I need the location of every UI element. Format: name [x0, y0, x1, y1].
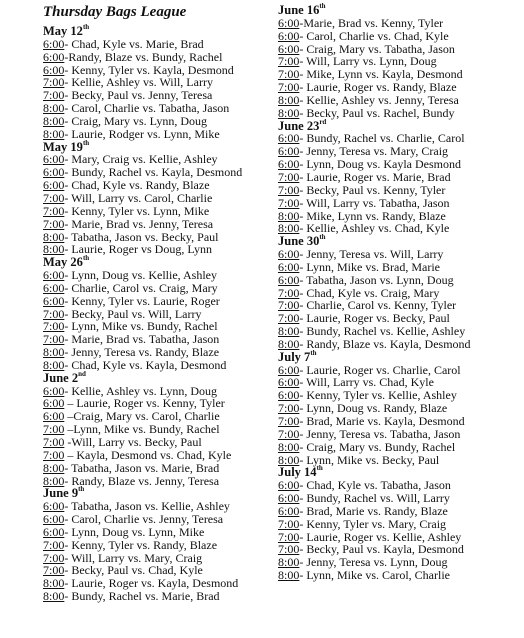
- game-separator: -: [299, 491, 307, 506]
- game-matchup: Mary, Craig vs. Kellie, Ashley: [71, 152, 218, 167]
- week-section: [43, 369, 273, 488]
- schedule-column-right: [278, 4, 518, 582]
- week-section: [278, 348, 518, 467]
- game-separator: –: [64, 396, 77, 411]
- game-matchup: Bundy, Rachel vs. Marie, Brad: [71, 589, 220, 604]
- game-time: 8:00: [43, 126, 65, 141]
- game-separator: -: [299, 324, 307, 339]
- game-separator: -: [299, 221, 307, 236]
- game-time: 6:00: [278, 272, 300, 287]
- game-time: 7:00: [43, 319, 65, 334]
- game-time: 7:00: [43, 203, 65, 218]
- game-separator: -: [299, 452, 307, 467]
- game-time: 7:00: [278, 401, 300, 416]
- schedule-column-left: [43, 4, 273, 603]
- week-date-ordinal-suffix: th: [82, 254, 90, 263]
- game-time: 7:00: [278, 182, 300, 197]
- game-time: 6:00: [43, 49, 65, 64]
- game-separator: -: [299, 285, 307, 300]
- week-section: [43, 487, 273, 603]
- game-matchup: Jenny, Teresa vs. Mary, Craig: [306, 144, 449, 159]
- game-matchup: Tabatha, Jason vs. Kellie, Ashley: [71, 499, 230, 514]
- game-time: 6:00: [278, 157, 300, 172]
- game-separator: -: [64, 589, 72, 604]
- game-separator: -: [64, 242, 72, 257]
- game-matchup: Tabatha, Jason vs. Marie, Brad: [71, 460, 220, 475]
- game-separator: -: [64, 203, 72, 218]
- game-matchup: Chad, Kyle vs. Tabatha, Jason: [306, 478, 451, 493]
- game-separator: -: [299, 80, 307, 95]
- game-time: 8:00: [43, 473, 65, 488]
- week-section: [43, 25, 273, 141]
- game-time: 7:00: [278, 529, 300, 544]
- game-time: 6:00: [278, 28, 300, 43]
- game-time: 6:00: [43, 293, 65, 308]
- game-matchup: Charlie, Carol vs. Craig, Mary: [71, 280, 218, 295]
- week-date-ordinal-suffix: th: [319, 233, 326, 242]
- game-matchup: Bundy, Rachel vs. Will, Larry: [306, 491, 450, 506]
- game-matchup: Lynn, Doug vs. Kellie, Ashley: [71, 268, 218, 283]
- game-separator: -: [64, 62, 72, 77]
- game-time: 8:00: [278, 221, 300, 236]
- game-matchup: Chad, Kyle vs. Marie, Brad: [71, 36, 204, 51]
- game-time: 8:00: [43, 242, 65, 257]
- week-date-ordinal-suffix: th: [82, 23, 90, 31]
- week-section: [278, 117, 518, 236]
- game-separator: -: [299, 92, 307, 107]
- game-matchup: Craig, Mary vs. Carol, Charlie: [73, 409, 220, 424]
- game-matchup: Randy, Blaze vs. Jenny, Teresa: [71, 473, 220, 488]
- game-time: 6:00: [278, 478, 300, 493]
- week-date-ordinal-suffix: th: [316, 464, 323, 473]
- game-matchup: Kenny, Tyler vs. Randy, Blaze: [71, 537, 218, 552]
- game-time: 6:00: [278, 491, 300, 506]
- game-time: 8:00: [278, 208, 300, 223]
- game-separator: -: [64, 293, 72, 308]
- game-separator: -: [64, 126, 72, 141]
- game-matchup: Kellie, Ashley vs. Will, Larry: [71, 75, 213, 90]
- game-time: 6:00: [43, 396, 65, 411]
- week-date-text: July 14: [278, 465, 317, 480]
- week-section: [43, 138, 273, 257]
- game-separator: -: [64, 345, 72, 360]
- game-separator: -: [299, 259, 307, 274]
- week-section: [278, 4, 518, 120]
- week-date-text: June 9: [43, 486, 79, 501]
- game-matchup: Lynn, Mike vs. Becky, Paul: [306, 452, 440, 467]
- game-separator: -: [299, 67, 307, 82]
- game-time: 6:00: [43, 524, 65, 539]
- week-date-text: May 12: [43, 24, 83, 38]
- game-separator: -: [299, 311, 307, 326]
- game-separator: -: [299, 169, 307, 184]
- week-date-text: May 26: [43, 255, 83, 270]
- game-separator: -: [64, 537, 72, 552]
- game-separator: -: [299, 272, 307, 287]
- game-separator: -: [64, 332, 72, 347]
- game-matchup: Becky, Paul vs. Jenny, Teresa: [71, 88, 213, 103]
- game-separator: -: [299, 568, 307, 583]
- week-section: [278, 235, 518, 351]
- game-matchup: Lynn, Mike vs. Bundy, Rachel: [71, 319, 218, 334]
- game-matchup: Randy, Blaze vs. Bundy, Rachel: [68, 49, 223, 64]
- week-date-text: June 30: [278, 234, 320, 249]
- game-separator: -: [299, 414, 307, 428]
- game-separator: -: [64, 229, 72, 244]
- game-time: 7:00: [43, 216, 65, 231]
- game-matchup: Will, Larry vs. Mary, Craig: [71, 550, 203, 565]
- game-matchup: Kenny, Tyler vs. Kellie, Ashley: [306, 388, 457, 403]
- game-matchup: Kellie, Ashley vs. Chad, Kyle: [306, 221, 450, 236]
- game-separator: -: [299, 336, 307, 351]
- game-separator: -: [299, 542, 307, 557]
- game-time: 7:00: [43, 537, 65, 552]
- game-time: 8:00: [278, 452, 300, 467]
- game-matchup: Chad, Kyle vs. Kayla, Desmond: [71, 357, 227, 372]
- game-matchup: Lynn, Doug vs. Lynn, Mike: [71, 524, 205, 539]
- game-matchup: Bundy, Rachel vs. Charlie, Carol: [306, 131, 465, 146]
- game-matchup: Kellie, Ashley vs. Lynn, Doug: [71, 383, 218, 398]
- game-time: 6:00: [278, 247, 300, 262]
- week-date-text: June 2: [43, 370, 79, 385]
- game-time: 6:00: [43, 409, 65, 424]
- game-matchup: Chad, Kyle vs. Randy, Blaze: [71, 178, 210, 193]
- game-time: 7:00: [43, 563, 65, 578]
- game-separator: -: [299, 529, 307, 544]
- game-time: 6:00: [278, 388, 300, 403]
- game-separator: -: [64, 383, 72, 398]
- game-matchup: Laurie, Roger vs. Becky, Paul: [306, 311, 450, 326]
- game-matchup: Becky, Paul vs. Will, Larry: [71, 306, 202, 321]
- game-time: 7:00: [43, 447, 65, 462]
- game-time: 7:00: [278, 311, 300, 326]
- game-time: 6:00: [278, 259, 300, 274]
- game-time: 7:00: [278, 285, 300, 300]
- game-time: 7:00: [43, 190, 65, 205]
- game-time: 7:00: [278, 298, 300, 313]
- game-time: 6:00: [43, 62, 65, 77]
- game-time: 7:00: [43, 306, 65, 321]
- game-time: 8:00: [43, 229, 65, 244]
- game-separator: -: [64, 460, 72, 475]
- game-matchup: Mike, Lynn vs. Kayla, Desmond: [306, 67, 463, 82]
- game-separator: -: [64, 319, 72, 334]
- game-time: 6:00: [278, 503, 300, 518]
- game-matchup: Becky, Paul vs. Kayla, Desmond: [306, 542, 464, 557]
- game-separator: -: [64, 473, 72, 488]
- game-separator: –: [64, 447, 77, 462]
- game-time: 8:00: [43, 589, 65, 604]
- game-time: 6:00: [43, 36, 65, 51]
- game-separator: -: [299, 426, 307, 441]
- week-section: [43, 256, 273, 372]
- game-matchup: Marie, Brad vs. Kenny, Tyler: [303, 15, 444, 30]
- game-row: [278, 569, 518, 582]
- game-matchup: Kayla, Desmond vs. Chad, Kyle: [76, 447, 232, 462]
- game-separator: -: [299, 478, 307, 493]
- game-separator: -: [64, 49, 69, 64]
- game-separator: -: [64, 36, 72, 51]
- week-section: [278, 466, 518, 582]
- game-matchup: Becky, Paul vs. Kenny, Tyler: [306, 182, 446, 197]
- game-matchup: Lynn, Mike vs. Brad, Marie: [306, 259, 440, 274]
- week-date-ordinal-suffix: nd: [78, 369, 86, 378]
- game-matchup: Brad, Marie vs. Randy, Blaze: [306, 503, 448, 518]
- game-time: 8:00: [278, 105, 300, 120]
- game-separator: -: [64, 101, 72, 116]
- game-time: 6:00: [278, 131, 300, 146]
- game-separator: -: [64, 435, 72, 449]
- game-separator: -: [64, 524, 72, 539]
- game-separator: -: [64, 499, 72, 514]
- game-separator: -: [299, 555, 307, 570]
- game-separator: -: [299, 105, 307, 120]
- game-matchup: Carol, Charlie vs. Chad, Kyle: [306, 28, 449, 43]
- game-matchup: Marie, Brad vs. Jenny, Teresa: [71, 216, 214, 231]
- game-separator: -: [299, 503, 307, 518]
- game-matchup: Brad, Marie vs. Kayla, Desmond: [306, 414, 465, 428]
- game-separator: -: [299, 131, 307, 146]
- game-matchup: Kenny, Tyler vs. Kayla, Desmond: [71, 62, 234, 77]
- game-time: 6:00: [43, 499, 65, 514]
- game-matchup: Jenny, Teresa vs. Tabatha, Jason: [306, 426, 461, 441]
- week-date-text: May 19: [43, 139, 83, 154]
- game-time: 6:00: [278, 41, 300, 56]
- game-matchup: Randy, Blaze vs. Kayla, Desmond: [306, 336, 471, 351]
- game-separator: -: [299, 41, 307, 56]
- game-separator: -: [64, 75, 72, 90]
- game-time: 6:00: [43, 165, 65, 180]
- game-time: 8:00: [43, 357, 65, 372]
- game-matchup: Laurie, Roger vs. Kenny, Tyler: [76, 396, 225, 411]
- game-separator: -: [299, 208, 307, 223]
- game-matchup: Jenny, Teresa vs. Randy, Blaze: [71, 345, 220, 360]
- game-time: 7:00: [278, 426, 300, 441]
- game-separator: -: [299, 298, 307, 313]
- game-separator: -: [64, 178, 72, 193]
- game-separator: –: [64, 422, 74, 437]
- week-date-text: June 23: [278, 118, 320, 133]
- game-separator: -: [64, 113, 72, 128]
- game-time: 8:00: [278, 439, 300, 454]
- game-separator: -: [299, 182, 307, 197]
- game-time: 6:00: [43, 152, 65, 167]
- game-time: 6:00: [43, 268, 65, 283]
- game-matchup: Kenny, Tyler vs. Lynn, Mike: [71, 203, 210, 218]
- game-matchup: Laurie, Roger vs. Kellie, Ashley: [306, 529, 462, 544]
- game-matchup: Craig, Mary vs. Tabatha, Jason: [306, 41, 455, 56]
- game-matchup: Becky, Paul vs. Chad, Kyle: [71, 563, 203, 578]
- game-time: 6:00: [43, 178, 65, 193]
- game-time: 6:00: [278, 362, 300, 377]
- week-date-ordinal-suffix: th: [310, 348, 317, 357]
- game-time: 7:00: [278, 195, 300, 210]
- game-time: 8:00: [278, 324, 300, 339]
- game-matchup: Charlie, Carol vs. Kenny, Tyler: [306, 298, 457, 313]
- game-separator: -: [64, 550, 72, 565]
- game-separator: –: [64, 409, 74, 424]
- game-matchup: Jenny, Teresa vs. Lynn, Doug: [306, 555, 448, 570]
- game-matchup: Jenny, Teresa vs. Will, Larry: [306, 247, 444, 262]
- game-time: 7:00: [278, 80, 300, 95]
- game-separator: -: [64, 88, 72, 103]
- game-time: 6:00: [278, 144, 300, 159]
- game-separator: -: [299, 388, 307, 403]
- game-matchup: Becky, Paul vs. Rachel, Bundy: [306, 105, 455, 120]
- game-matchup: Laurie, Roger vs Doug, Lynn: [71, 242, 212, 257]
- game-time: 7:00: [278, 169, 300, 184]
- game-separator: -: [64, 357, 72, 372]
- week-date-ordinal-suffix: th: [78, 485, 85, 494]
- game-separator: -: [64, 190, 72, 205]
- game-matchup: Kenny, Tyler vs. Mary, Craig: [306, 516, 447, 531]
- game-separator: -: [299, 516, 307, 531]
- game-separator: -: [299, 195, 307, 210]
- game-matchup: Lynn, Mike vs. Bundy, Rachel: [73, 422, 220, 437]
- game-time: 8:00: [43, 113, 65, 128]
- game-separator: -: [64, 306, 72, 321]
- week-date-ordinal-suffix: th: [319, 2, 326, 10]
- game-time: 7:00: [278, 67, 300, 82]
- game-time: 7:00: [43, 332, 65, 347]
- week-date-text: July 7: [278, 349, 311, 364]
- game-time: 7:00: [278, 542, 300, 557]
- game-matchup: Lynn, Doug vs. Randy, Blaze: [306, 401, 448, 416]
- game-time: 8:00: [43, 460, 65, 475]
- game-matchup: Laurie, Rodger vs. Lynn, Mike: [71, 126, 220, 141]
- game-separator: -: [64, 576, 72, 591]
- game-time: 8:00: [278, 568, 300, 583]
- game-separator: -: [299, 362, 307, 377]
- game-separator: -: [64, 280, 72, 295]
- game-matchup: Carol, Charlie vs. Tabatha, Jason: [71, 101, 230, 116]
- game-matchup: Lynn, Doug vs. Kayla Desmond: [306, 157, 461, 172]
- game-separator: -: [64, 512, 72, 527]
- game-matchup: Tabatha, Jason vs. Becky, Paul: [71, 229, 219, 244]
- game-time: 6:00: [278, 375, 300, 390]
- game-time: 7:00: [278, 516, 300, 531]
- game-matchup: Lynn, Mike vs. Carol, Charlie: [306, 568, 450, 583]
- game-time: 8:00: [43, 101, 65, 116]
- game-time: 7:00: [278, 54, 300, 69]
- game-time: 8:00: [43, 345, 65, 360]
- game-time: 6:00: [43, 280, 65, 295]
- game-time: 8:00: [278, 555, 300, 570]
- game-matchup: Will, Larry vs. Tabatha, Jason: [306, 195, 450, 210]
- game-separator: -: [299, 401, 307, 416]
- game-time: 7:00: [43, 435, 65, 449]
- game-matchup: Mike, Lynn vs. Randy, Blaze: [306, 208, 446, 223]
- game-matchup: Bundy, Rachel vs. Kellie, Ashley: [306, 324, 466, 339]
- game-time: 6:00: [43, 383, 65, 398]
- game-separator: -: [299, 439, 307, 454]
- game-matchup: Tabatha, Jason vs. Lynn, Doug: [306, 272, 454, 287]
- game-time: 7:00: [43, 422, 65, 437]
- game-matchup: Carol, Charlie vs. Jenny, Teresa: [71, 512, 224, 527]
- game-separator: -: [64, 165, 72, 180]
- game-time: 7:00: [278, 414, 300, 428]
- game-matchup: Marie, Brad vs. Tabatha, Jason: [71, 332, 220, 347]
- game-time: 6:00: [278, 15, 300, 30]
- league-title: Thursday Bags League: [43, 4, 187, 20]
- game-separator: -: [64, 152, 72, 167]
- week-date-ordinal-suffix: rd: [319, 117, 327, 126]
- game-matchup: Kellie, Ashley vs. Jenny, Teresa: [306, 92, 459, 107]
- game-separator: -: [299, 28, 307, 43]
- game-matchup: Craig, Mary vs. Bundy, Rachel: [306, 439, 456, 454]
- week-date-ordinal-suffix: th: [82, 138, 90, 147]
- game-time: 7:00: [43, 550, 65, 565]
- game-separator: -: [299, 375, 307, 390]
- game-separator: -: [299, 15, 304, 30]
- game-matchup: Will, Larry vs. Lynn, Doug: [306, 54, 437, 69]
- game-matchup: Laurie, Roger vs. Charlie, Carol: [306, 362, 461, 377]
- game-matchup: Chad, Kyle vs. Craig, Mary: [306, 285, 440, 300]
- game-matchup: Laurie, Roger vs. Marie, Brad: [306, 169, 451, 184]
- week-date-text: June 16: [278, 3, 320, 17]
- game-row: [43, 590, 273, 603]
- game-time: 7:00: [43, 75, 65, 90]
- game-matchup: Will, Larry vs. Carol, Charlie: [71, 190, 213, 205]
- game-time: 6:00: [43, 512, 65, 527]
- game-matchup: Will, Larry vs. Chad, Kyle: [306, 375, 434, 390]
- game-separator: -: [64, 268, 72, 283]
- game-separator: -: [299, 247, 307, 262]
- game-matchup: Craig, Mary vs. Lynn, Doug: [71, 113, 207, 128]
- game-separator: -: [64, 216, 72, 231]
- game-matchup: Kenny, Tyler vs. Laurie, Roger: [71, 293, 220, 308]
- game-time: 7:00: [43, 88, 65, 103]
- game-matchup: Will, Larry vs. Becky, Paul: [71, 435, 202, 449]
- game-separator: -: [299, 157, 307, 172]
- game-matchup: Bundy, Rachel vs. Kayla, Desmond: [71, 165, 243, 180]
- game-separator: -: [299, 54, 307, 69]
- game-matchup: Laurie, Roger vs. Randy, Blaze: [306, 80, 457, 95]
- game-separator: -: [299, 144, 307, 159]
- game-time: 8:00: [43, 576, 65, 591]
- game-separator: -: [64, 563, 72, 578]
- game-matchup: Laurie, Roger vs. Kayla, Desmond: [71, 576, 239, 591]
- game-time: 8:00: [278, 92, 300, 107]
- game-time: 8:00: [278, 336, 300, 351]
